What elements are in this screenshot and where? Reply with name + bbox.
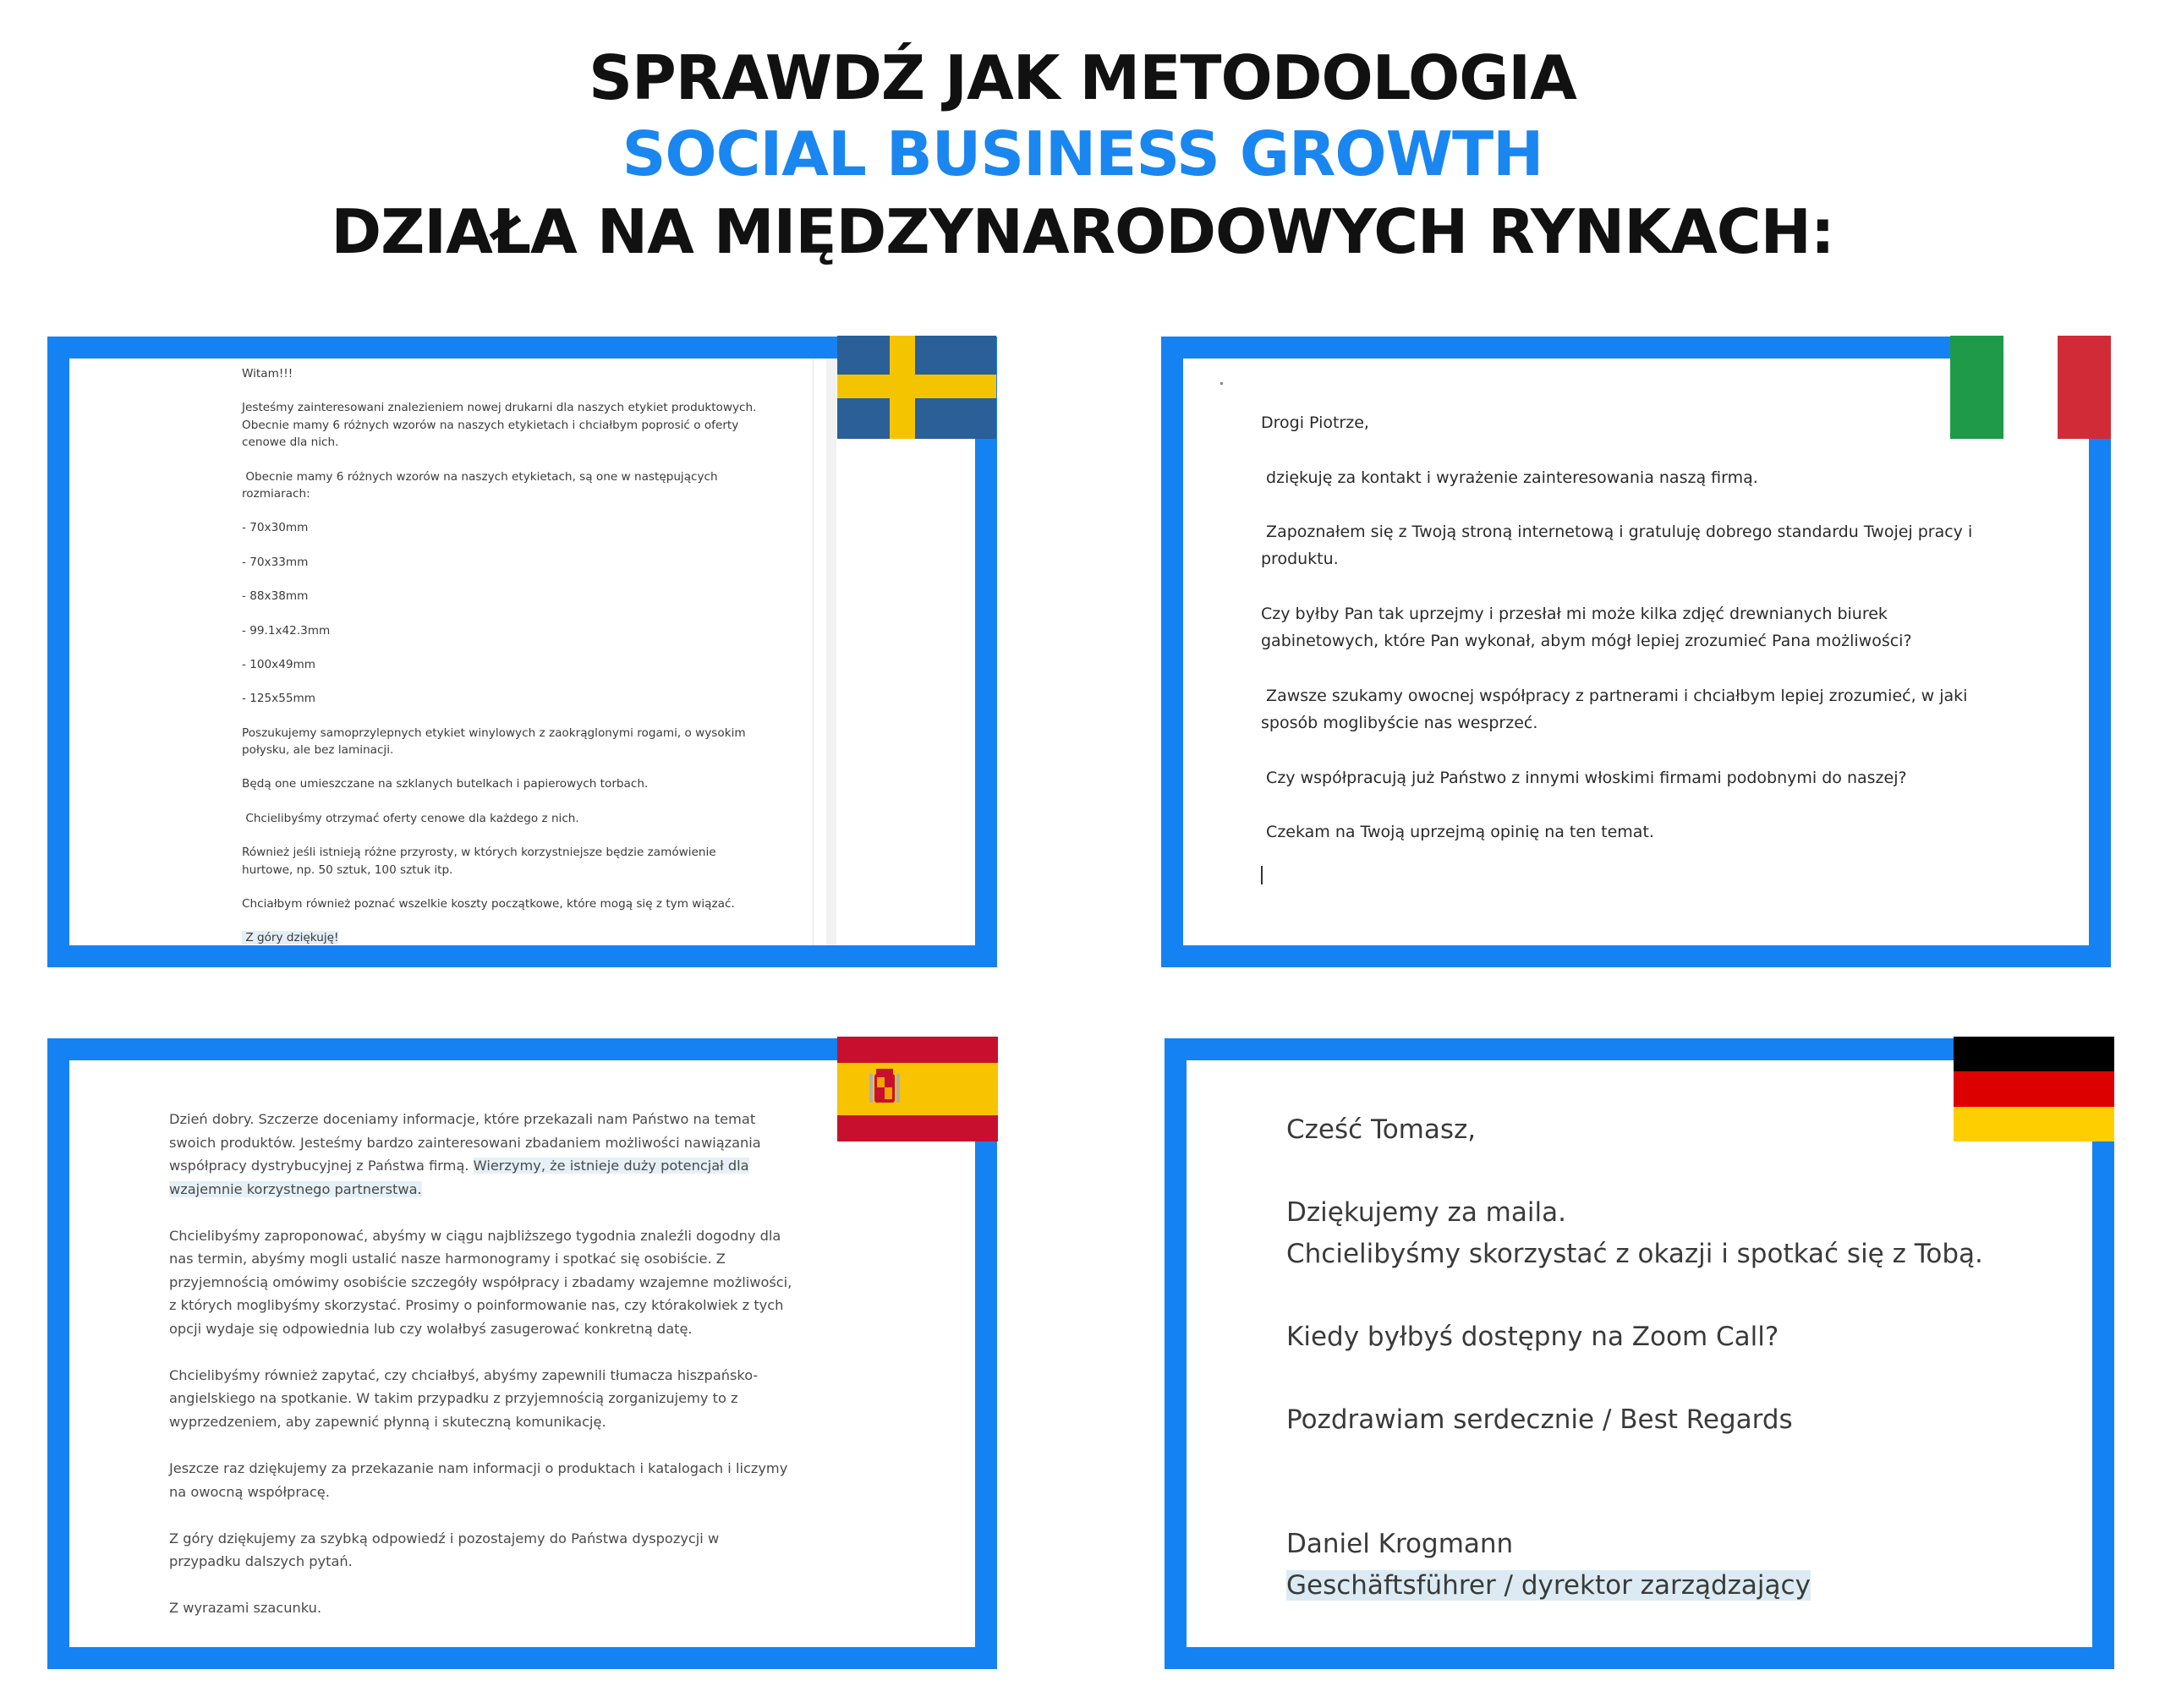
size-item: - 88x38mm xyxy=(242,589,309,604)
email-body-italy: Drogi Piotrze, dziękuję za kontakt i wyrażenie zainteresowania naszą firmą. Zapoznałem się z Twoją stroną internetową i gratuluję dobrego standardu Twojej pracy i produktu. Czy byłby Pan tak uprzejmy i przesłał mi może kilka zdjęć drewnianych biurek gabinetowych, które Pan wykonał, abym mógł lepiej zrozumieć Pana możliwości? Zawsze szukamy owocnej współpracy z partnerami i chciałbym lepiej zrozumieć, w jaki sposób moglibyście nas wesprzeć. Czy współpracują już Państwo z innymi włoskimi firmami podobnymi do naszej? Czekam na Twoją uprzejmą opinię na ten temat. xyxy=(1261,413,1973,842)
germany-flag-icon xyxy=(1954,1037,2114,1141)
size-item: - 70x33mm xyxy=(242,555,309,569)
email-body-spain xyxy=(169,1108,812,1620)
email-closing: Z wyrazami szacunku. xyxy=(169,1600,322,1617)
scrollbar[interactable] xyxy=(826,359,836,945)
size-item: - 125x55mm xyxy=(242,692,315,706)
size-item: - 70x30mm xyxy=(242,521,309,535)
email-paragraph: Będą one umieszczane na szklanych butelkach i papierowych torbach. xyxy=(242,777,649,791)
headline-line-3: DZIAŁA NA MIĘDZYNARODOWYCH RYNKACH: xyxy=(331,196,1834,267)
email-paragraph: Dzień dobry. Szczerze doceniamy informacje, które przekazali nam Państwo na temat swoich produktów. Jesteśmy bardzo zainteresowani zbadaniem możliwości nawiązania współpracy dystrybucyjnej z Państwa firmą. xyxy=(169,1111,761,1174)
sweden-flag-icon xyxy=(837,336,996,439)
signature-title: Geschäftsführer / dyrektor zarządzający xyxy=(1286,1569,1811,1601)
size-item: - 100x49mm xyxy=(242,657,315,671)
spain-flag-icon xyxy=(837,1037,998,1141)
email-body-germany xyxy=(1286,1109,2047,1607)
email-paragraph: Chcielibyśmy również zapytać, czy chciałbyś, abyśmy zapewnili tłumacza hiszpańsko- angielskiego na spotkanie. W takim przypadku z przyjemnością zorganizujemy to z wyprzedzeniem, aby zapewnić płynną i skuteczną komunikację. xyxy=(169,1366,759,1430)
headline-line-1: SPRAWDŹ JAK METODOLOGIA xyxy=(589,42,1576,113)
email-paragraph: Jeszcze raz dziękujemy za przekazanie nam informacji o produktach i katalogach i liczymy na owocną współpracę. xyxy=(169,1459,788,1500)
italy-flag-icon xyxy=(1950,336,2111,439)
stray-dot xyxy=(1220,382,1223,385)
email-closing: Z góry dziękuję! xyxy=(242,931,339,945)
headline-line-2: SOCIAL BUSINESS GROWTH xyxy=(622,118,1543,189)
email-paragraph: Również jeśli istnieją różne przyrosty, w których korzystniejsze będzie zamówienie hurtowe, np. 50 sztuk, 100 sztuk itp. xyxy=(242,846,716,877)
email-paragraph: Poszukujemy samoprzylepnych etykiet winylowych z zaokrąglonymi rogami, o wysokim połysku, ale bez laminacji. xyxy=(242,725,746,758)
size-item: - 99.1x42.3mm xyxy=(242,623,331,638)
email-text: Cześć Tomasz, Dziękujemy za maila. Chcielibyśmy skorzystać z okazji i spotkać się z Tobą. Kiedy byłbyś dostępny na Zoom Call? Pozdrawiam serdecznie / Best Regards Daniel Krogmann xyxy=(1286,1114,1983,1559)
email-paragraph: Chcielibyśmy zaproponować, abyśmy w ciągu najbliższego tygodnia znaleźli dogodny dla nas termin, abyśmy mogli ustalić nasze harmonogramy i spotkać się osobiście. Z przyjemnością omówimy osobiście szczegóły współpracy i zbadamy wzajemne możliwości, z których moglibyśmy skorzystać. Prosimy o poinformowanie nas, czy którakolwiek z tych opcji wydaje się odpowiednia lub czy wolałbyś zasugerować konkretną datę. xyxy=(169,1227,792,1337)
email-paragraph: Z góry dziękujemy za szybką odpowiedź i pozostajemy do Państwa dyspozycji w przypadku dalszych pytań. xyxy=(169,1530,720,1570)
email-greeting: Witam!!! xyxy=(242,367,293,380)
text-cursor xyxy=(1261,866,1263,884)
email-paragraph: Chciałbym również poznać wszelkie koszty początkowe, które mogą się z tym wiązać. xyxy=(242,897,735,911)
email-paragraph: Chcielibyśmy otrzymać oferty cenowe dla każdego z nich. xyxy=(242,811,579,825)
email-paragraph: Obecnie mamy 6 różnych wzorów na naszych etykietach, są one w następujących rozmiarach: xyxy=(242,469,718,501)
email-paragraph: Jesteśmy zainteresowani znalezieniem nowej drukarni dla naszych etykiet produktowych. Obecnie mamy 6 różnych wzorów na naszych etykietach i chciałbym poprosić o oferty cenowe dla nich. xyxy=(242,401,757,450)
email-body-sweden xyxy=(222,359,814,945)
highlighted-sentence: Wierzymy, że istnieje duży potencjał dla wzajemnie korzystnego partnerstwa. xyxy=(169,1158,749,1197)
